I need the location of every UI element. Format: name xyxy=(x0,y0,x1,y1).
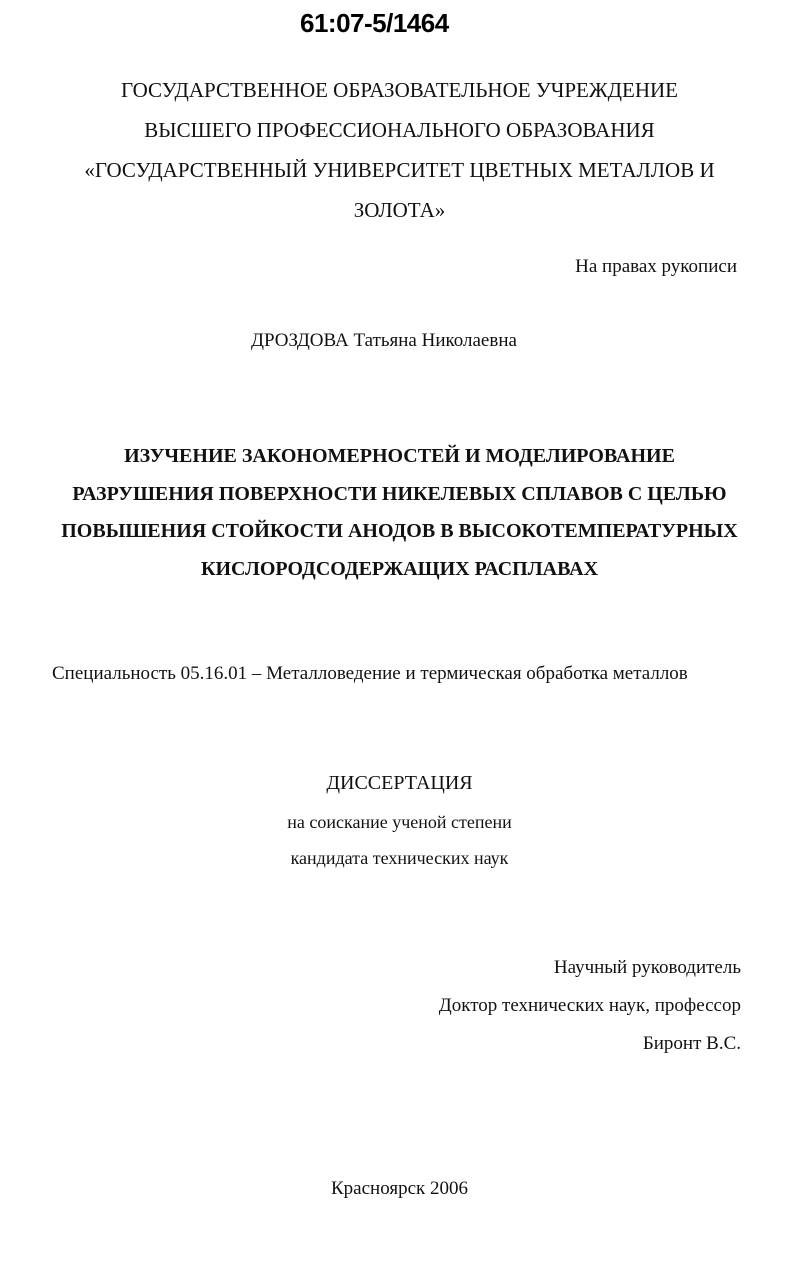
title-line: РАЗРУШЕНИЯ ПОВЕРХНОСТИ НИКЕЛЕВЫХ СПЛАВОВ С ЦЕЛЬЮ xyxy=(72,482,727,505)
institution-name xyxy=(0,70,799,230)
supervisor-label: Научный руководитель xyxy=(553,957,741,978)
place-year: Красноярск 2006 xyxy=(331,1178,468,1199)
institution-line: ГОСУДАРСТВЕННОЕ ОБРАЗОВАТЕЛЬНОЕ УЧРЕЖДЕНИЕ xyxy=(121,78,678,102)
supervisor-name: Биронт В.С. xyxy=(642,1033,741,1054)
institution-line: ВЫСШЕГО ПРОФЕССИОНАЛЬНОГО ОБРАЗОВАНИЯ xyxy=(144,118,655,142)
title-line: КИСЛОРОДСОДЕРЖАЩИХ РАСПЛАВАХ xyxy=(200,557,599,580)
specialty: Специальность 05.16.01 – Металловедение и термическая обработка металлов xyxy=(52,663,688,684)
dissertation-title xyxy=(0,438,799,588)
title-line: ИЗУЧЕНИЕ ЗАКОНОМЕРНОСТЕЙ И МОДЕЛИРОВАНИЕ xyxy=(124,445,675,467)
author-name: ДРОЗДОВА Татьяна Николаевна xyxy=(251,330,517,351)
manuscript-rights: На правах рукописи xyxy=(575,256,737,277)
degree-type: ДИССЕРТАЦИЯ xyxy=(326,772,473,794)
institution-line: «ГОСУДАРСТВЕННЫЙ УНИВЕРСИТЕТ ЦВЕТНЫХ МЕТАЛЛОВ И xyxy=(84,158,715,182)
title-line: ПОВЫШЕНИЯ СТОЙКОСТИ АНОДОВ В ВЫСОКОТЕМПЕРАТУРНЫХ xyxy=(61,520,738,542)
degree-line: на соискание ученой степени xyxy=(287,812,512,832)
institution-line: ЗОЛОТА» xyxy=(353,198,446,222)
degree-line: кандидата технических наук xyxy=(290,848,509,868)
catalog-number: 61:07-5/1464 xyxy=(300,8,449,38)
supervisor-title: Доктор технических наук, профессор xyxy=(438,995,741,1016)
